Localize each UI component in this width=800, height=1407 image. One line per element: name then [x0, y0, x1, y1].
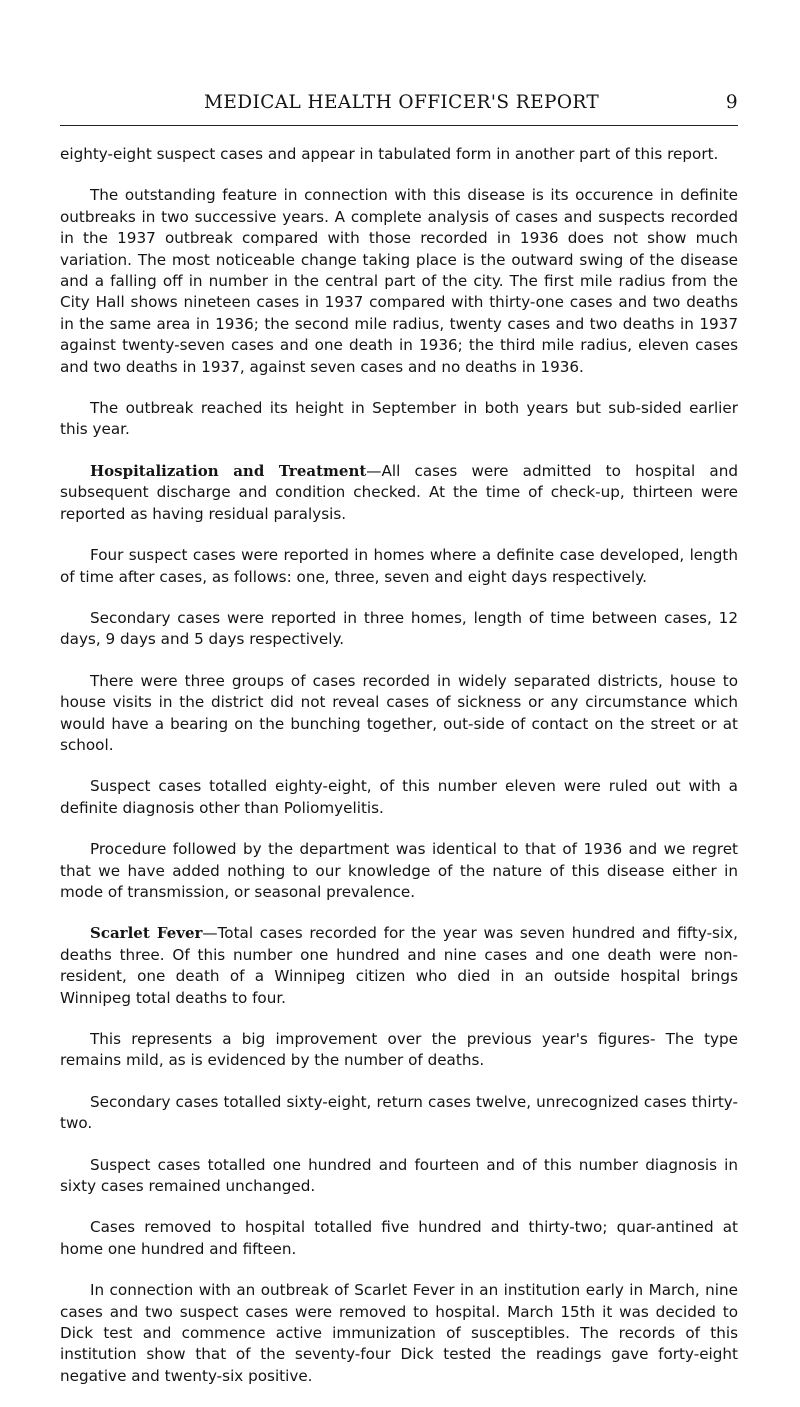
paragraph-text: Four suspect cases were reported in homes where a definite case developed, length of time after cases, as follows: one, three, seven and eight days respectively.	[60, 546, 738, 586]
paragraph-text: —Total cases recorded for the year was seven hundred and fifty-six, deaths three. Of this number one hundred and nine cases and one death were non-resident, one death of a Winnipeg citizen who died in an outside hospital brings Winnipeg total deaths to four.	[60, 924, 738, 1007]
body-text	[60, 144, 738, 1407]
paragraph	[60, 185, 738, 378]
running-header	[60, 88, 738, 118]
paragraph	[60, 461, 738, 525]
paragraph	[60, 1280, 738, 1387]
paragraph-text: Cases removed to hospital totalled five hundred and thirty-two; quar-antined at home one hundred and fifteen.	[60, 1218, 738, 1258]
paragraph-text: This represents a big improvement over the previous year's figures- The type remains mild, as is evidenced by the number of deaths.	[60, 1030, 738, 1070]
run-in-heading: Scarlet Fever	[90, 924, 203, 943]
paragraph	[60, 923, 738, 1009]
paragraph	[60, 776, 738, 819]
paragraph	[60, 839, 738, 903]
paragraph	[60, 1217, 738, 1260]
paragraph	[60, 1029, 738, 1072]
running-title: MEDICAL HEALTH OFFICER'S REPORT	[204, 92, 600, 113]
page-number: 9	[725, 92, 738, 113]
paragraph-text: Suspect cases totalled one hundred and fourteen and of this number diagnosis in sixty cases remained unchanged.	[60, 1155, 738, 1196]
paragraph	[60, 671, 738, 757]
paragraph-text: —All cases were admitted to hospital and subsequent discharge and condition checked. At the time of check-up, thirteen were reported as having residual paralysis.	[60, 461, 738, 523]
paragraph-text: There were three groups of cases recorded in widely separated districts, house to house visits in the district did not reveal cases of sickness or any circumstance which would have a bearing on the bunching together, out-side of contact on the street or at school.	[60, 671, 738, 754]
paragraph-text: Procedure followed by the department was identical to that of 1936 and we regret that we have added nothing to our knowledge of the nature of this disease either in mode of transmission, or seasonal prevalence.	[60, 840, 738, 901]
paragraph-text: The outbreak reached its height in September in both years but sub-sided earlier this year.	[60, 399, 738, 439]
paragraph-text: Secondary cases were reported in three homes, length of time between cases, 12 days, 9 days and 5 days respectively.	[60, 608, 738, 649]
paragraph-text: Suspect cases totalled eighty-eight, of this number eleven were ruled out with a definite diagnosis other than Poliomyelitis.	[60, 777, 738, 817]
paragraph	[60, 398, 738, 441]
paragraph	[60, 545, 738, 588]
paragraph	[60, 1092, 738, 1135]
paragraph	[60, 608, 738, 651]
paragraph-continuation	[60, 144, 738, 165]
paragraph-text: The outstanding feature in connection with this disease is its occurence in definite outbreaks in two successive years. A complete analysis of cases and suspects recorded in the 1937 outbreak compared with those recorded in 1936 does not show much variation. The most noticeable change taking place is the outward swing of the disease and a falling off in number in the central part of the city. The first mile radius from the City Hall shows nineteen cases in 1937 compared with thirty-one cases and two deaths in the same area in 1936; the second mile radius, twenty cases and two deaths in 1937 against twenty-seven cases and one death in 1936; the third mile radius, eleven cases and two deaths in 1937, against seven cases and no deaths in 1936.	[60, 186, 738, 376]
run-in-heading: Hospitalization and Treatment	[90, 461, 367, 480]
paragraph-text: eighty-eight suspect cases and appear in tabulated form in another part of this report.	[60, 145, 719, 163]
paragraph-text: Secondary cases totalled sixty-eight, return cases twelve, unrecognized cases thirty-two.	[60, 1092, 738, 1133]
header-rule	[60, 125, 738, 126]
paragraph	[60, 1155, 738, 1198]
paragraph-text: In connection with an outbreak of Scarlet Fever in an institution early in March, nine cases and two suspect cases were removed to hospital. March 15th it was decided to Dick test and commence active immunization of susceptibles. The records of this institution show that of the seventy-four Dick tested the readings gave forty-eight negative and twenty-six positive.	[60, 1281, 738, 1385]
